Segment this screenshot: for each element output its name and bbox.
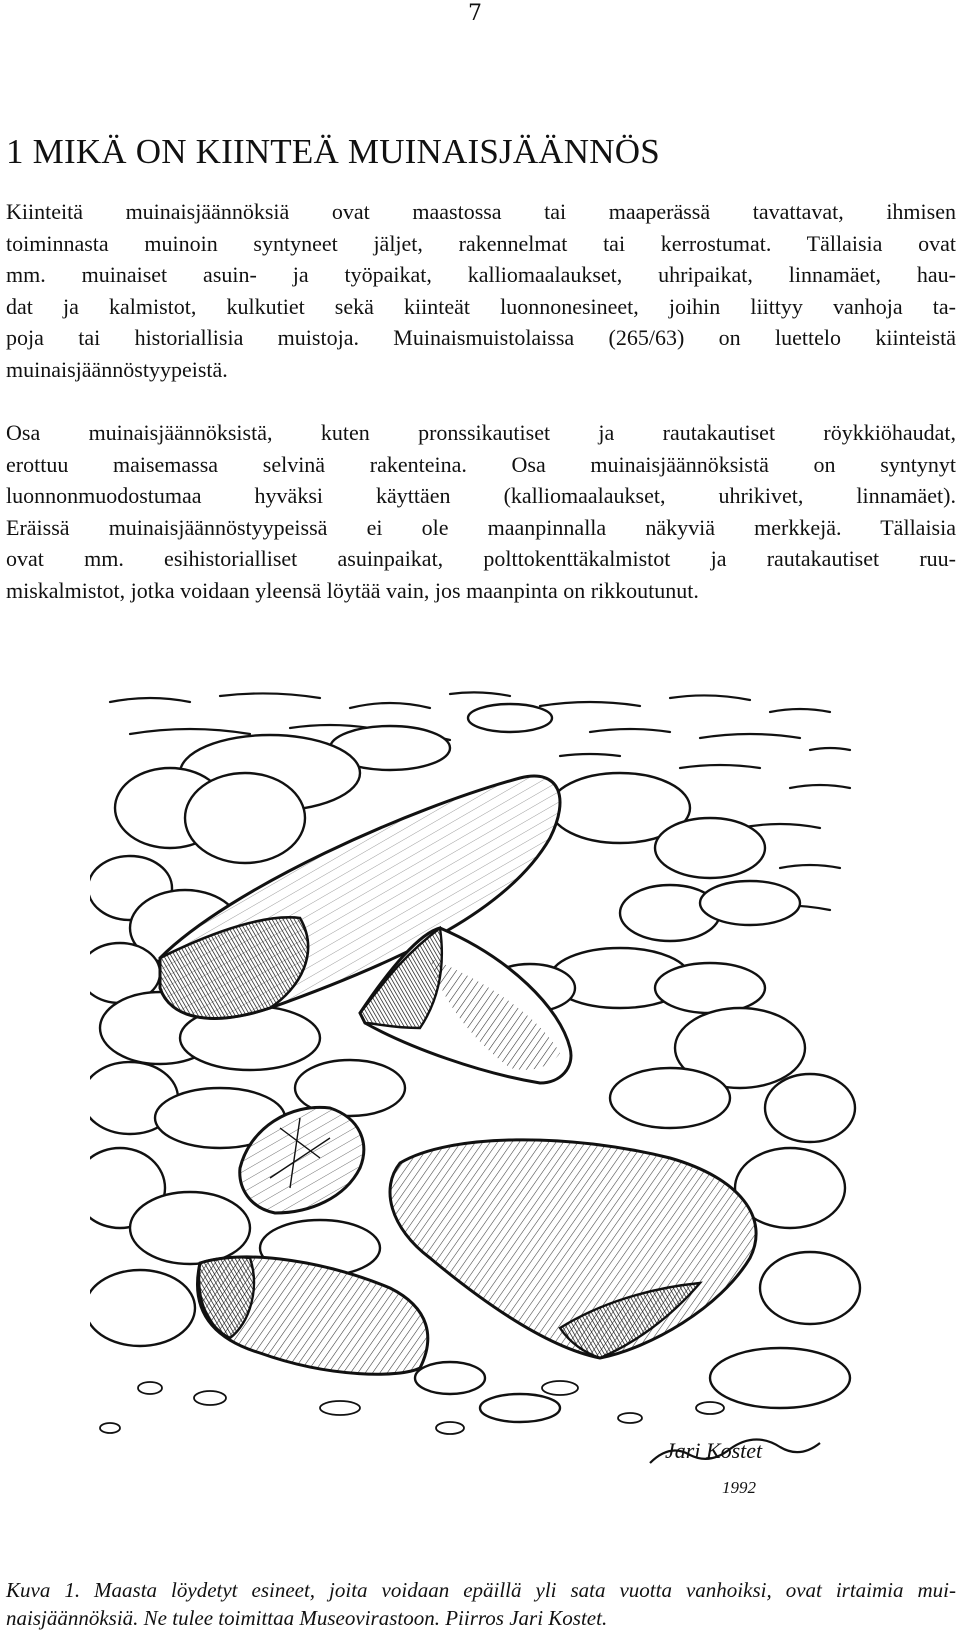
caption-line: Kuva 1. Maasta löydetyt esineet, joita voidaan epäillä yli sata vuotta vanhoiksi, ovat irtaimia mui- <box>6 1578 956 1602</box>
paragraph-line: Osa muinaisjäännöksistä, kuten pronssikautiset ja rautakautiset röykkiöhaudat, <box>6 420 956 445</box>
paragraph-line: dat ja kalmistot, kulkutiet sekä kiinteät luonnonesineet, joihin liittyy vanhoja ta- <box>6 293 956 319</box>
signature-name: Jari Kostet <box>665 1438 763 1463</box>
paragraph-line: Eräissä muinaisjäännöstyypeissä ei ole maanpinnalla näkyviä merkkejä. Tällaisia <box>6 514 956 540</box>
paragraph-line: miskalmistot, jotka voidaan yleensä löytää vain, jos maanpinta on rikkoutunut. <box>6 577 699 603</box>
pebble-dots <box>100 1381 724 1434</box>
pen-drawing <box>90 688 870 1528</box>
section-heading: 1 MIKÄ ON KIINTEÄ MUINAISJÄÄNNÖS <box>6 132 660 171</box>
artist-signature <box>650 1438 820 1497</box>
paragraph-line: mm. muinaiset asuin- ja työpaikat, kalliomaalaukset, uhripaikat, linnamäet, hau- <box>6 262 956 288</box>
page-number: 7 <box>468 1 482 26</box>
broad-stone-axe <box>390 1140 756 1358</box>
signature-year: 1992 <box>722 1478 756 1497</box>
figure-caption <box>6 1576 956 1632</box>
paragraph-line: Kiinteitä muinaisjäännöksiä ovat maastossa tai maaperässä tavattavat, ihmisen <box>6 199 956 224</box>
stone-axes-illustration <box>90 688 870 1528</box>
caption-line: naisjäännöksiä. Ne tulee toimittaa Museovirastoon. Piirros Jari Kostet. <box>6 1606 608 1630</box>
paragraph-line: ovat mm. esihistorialliset asuinpaikat, polttokenttäkalmistot ja rautakautiset ruu- <box>6 546 956 572</box>
paragraph-line: erottuu maisemassa selvinä rakenteina. Osa muinaisjäännöksistä on syntynyt <box>6 451 956 477</box>
paragraph-1 <box>6 196 956 386</box>
paragraph-line: muinaisjäännöstyypeistä. <box>6 356 228 382</box>
paragraph-line: luonnonmuodostumaa hyväksi käyttäen (kalliomaalaukset, uhrikivet, linnamäet). <box>6 483 956 509</box>
bottom-stone-axe <box>198 1257 428 1374</box>
paragraph-2 <box>6 417 956 607</box>
paragraph-line: poja tai historiallisia muistoja. Muinaismuistolaissa (265/63) on luettelo kiinteistä <box>6 325 956 351</box>
paragraph-line: toiminnasta muinoin syntyneet jäljet, rakennelmat tai kerrostumat. Tällaisia ovat <box>6 230 956 256</box>
